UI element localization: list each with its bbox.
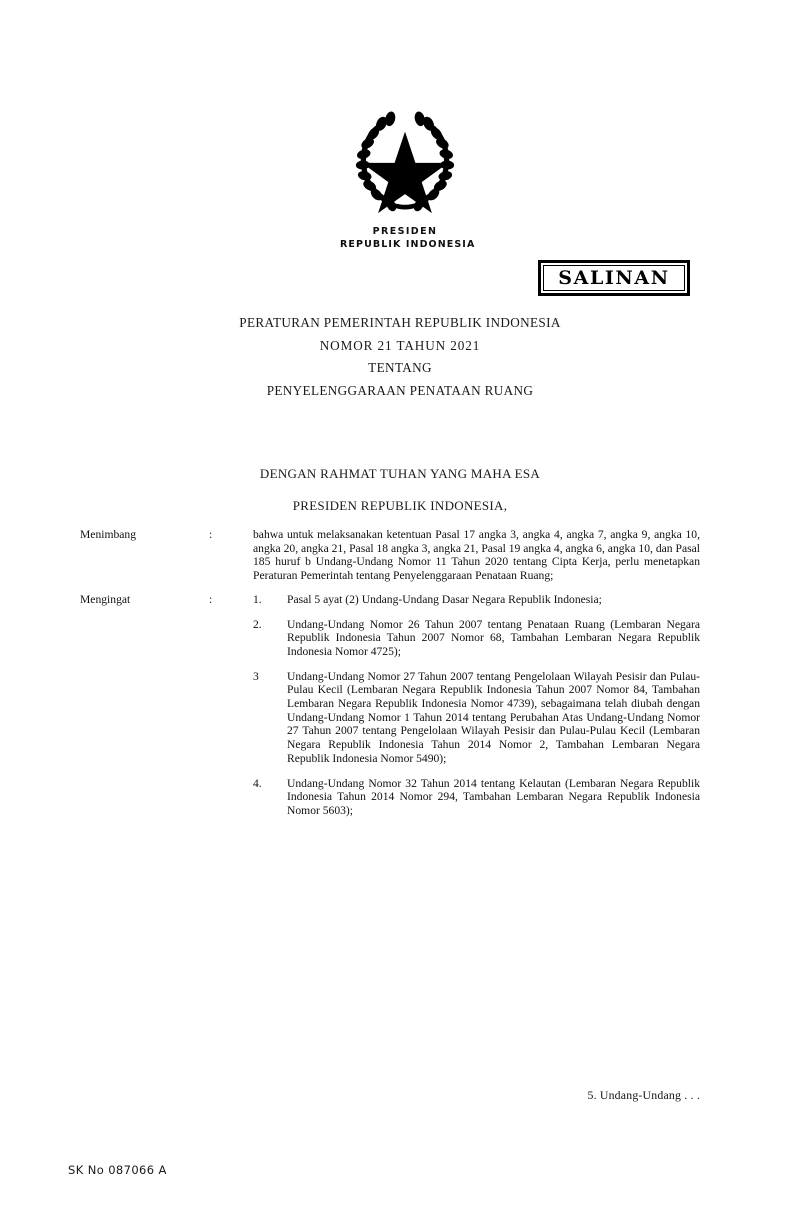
clause-mengingat-label: Mengingat [80,592,131,606]
preamble-block [100,458,700,522]
emblem-caption-line1: PRESIDEN [372,226,438,237]
footer-document-code: SK No 087066 A [68,1163,167,1177]
clause-mengingat-body [253,593,700,818]
clause-menimbang [0,528,800,583]
title-line-tentang: TENTANG [368,360,432,375]
clauses-section [0,528,800,822]
regulation-title-block [100,312,700,402]
preamble-president: PRESIDEN REPUBLIK INDONESIA, [292,498,508,513]
clause-mengingat [0,593,800,818]
garuda-star-wreath-emblem [346,108,464,220]
presidential-emblem-block [340,108,476,251]
list-item-text: Undang-Undang Nomor 32 Tahun 2014 tentang Kelautan (Lembaran Negara Republik Indonesia Tahun 2014 Nomor 294, Tambahan Lembaran Negara Republik Indonesia Nomor 5603); [287,776,700,817]
title-line-regulation: PERATURAN PEMERINTAH REPUBLIK INDONESIA [239,315,561,330]
list-item-marker: 4. [253,776,262,790]
preamble-invocation: DENGAN RAHMAT TUHAN YANG MAHA ESA [259,466,541,481]
emblem-caption [340,226,476,251]
list-item-marker: 1. [253,592,262,606]
list-item [253,670,700,766]
page-catchword: 5. Undang-Undang . . . [587,1088,700,1102]
title-line-subject: PENYELENGGARAAN PENATAAN RUANG [266,382,534,398]
document-header [0,108,800,289]
list-item [253,593,700,607]
salinan-label: SALINAN [558,266,670,289]
list-item-text: Undang-Undang Nomor 27 Tahun 2007 tentang Pengelolaan Wilayah Pesisir dan Pulau-Pulau Kecil (Lembaran Negara Republik Indonesia Tahun 2007 Nomor 84, Tambahan Lembaran Negara Republik Indonesia Nomor 4739), sebagaimana telah diubah dengan Undang-Undang Nomor 1 Tahun 2014 tentang Perubahan Atas Undang-Undang Nomor 27 Tahun 2007 tentang Pengelolaan Wilayah Pesisir dan Pulau-Pulau Kecil (Lembaran Negara Republik Indonesia Tahun 2014 Nomor 2, Tambahan Lembaran Negara Republik Indonesia Nomor 5490); [287,669,700,765]
clause-menimbang-text: bahwa untuk melaksanakan ketentuan Pasal 17 angka 3, angka 4, angka 7, angka 9, angka 10, angka 20, angka 21, Pasal 18 angka 3, angka 21, Pasal 19 angka 4, angka 6, angka 10, dan Pasal 185 huruf b Undang-Undang Nomor 11 Tahun 2020 tentang Cipta Kerja, perlu menetapkan Peraturan Pemerintah tentang Penyelenggaraan Penataan Ruang; [253,528,700,583]
clause-menimbang-label: Menimbang [80,528,137,541]
list-item [253,777,700,818]
mengingat-list [253,593,700,818]
salinan-stamp [538,260,690,296]
list-item-text: Pasal 5 ayat (2) Undang-Undang Dasar Negara Republik Indonesia; [287,592,602,606]
clause-menimbang-body [253,528,700,583]
list-item-marker: 3 [253,669,259,683]
emblem-caption-line2: REPUBLIK INDONESIA [340,238,476,250]
title-line-number: NOMOR 21 TAHUN 2021 [319,337,481,353]
list-item-text: Undang-Undang Nomor 26 Tahun 2007 tentang Penataan Ruang (Lembaran Negara Republik Indonesia Tahun 2007 Nomor 68, Tambahan Lembaran Negara Republik Indonesia Nomor 4725); [287,617,700,658]
clause-mengingat-colon: : [209,592,213,606]
salinan-stamp-inner [543,265,685,291]
list-item [253,618,700,659]
clause-menimbang-colon: : [209,528,213,541]
list-item-marker: 2. [253,617,262,631]
